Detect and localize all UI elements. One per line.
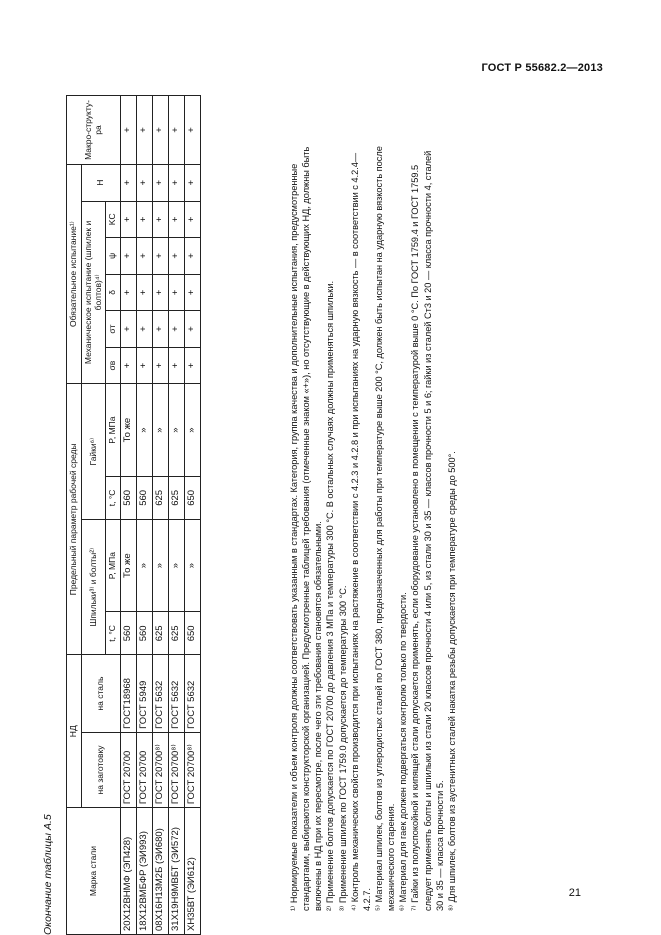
header-mandatory: Обязательное испытание¹⁾ bbox=[67, 164, 82, 383]
footnote-5: ⁵⁾ Материал шпилек, болтов из углеродистых сталей по ГОСТ 380, предназначенных для работы при температуре выше 200 °С, должен быть испытан на ударную вязкость после механического старения. bbox=[373, 146, 397, 911]
cell-sb: + bbox=[136, 347, 152, 384]
header-sb: σв bbox=[106, 347, 121, 384]
table-wrapper bbox=[66, 95, 201, 935]
cell-t1: 625 bbox=[168, 612, 184, 655]
header-p2: P, МПа bbox=[106, 384, 121, 477]
table-row bbox=[152, 96, 168, 935]
header-t1: t, °С bbox=[106, 612, 121, 655]
cell-h: + bbox=[136, 164, 152, 201]
cell-grade: 31Х19Н9МВБТ (ЭИ572) bbox=[168, 808, 184, 935]
table-body bbox=[121, 96, 201, 935]
cell-p2: » bbox=[168, 384, 184, 477]
table-row bbox=[136, 96, 152, 935]
cell-t2: 625 bbox=[168, 476, 184, 519]
page-number: 21 bbox=[568, 887, 581, 899]
cell-nd-steel: ГОСТ 5632 bbox=[184, 655, 200, 732]
cell-psi: + bbox=[121, 238, 137, 275]
cell-p1: » bbox=[168, 519, 184, 611]
cell-h: + bbox=[184, 164, 200, 201]
cell-macro: + bbox=[168, 96, 184, 165]
header-mech: Механическое испытание (шпилек и болтов)⁴⁾ bbox=[81, 201, 106, 384]
cell-p1: » bbox=[136, 519, 152, 611]
cell-sb: + bbox=[121, 347, 137, 384]
cell-s02: + bbox=[184, 311, 200, 348]
header-nuts: Гайки⁶⁾ bbox=[81, 384, 106, 520]
cell-d: + bbox=[152, 274, 168, 311]
cell-s02: + bbox=[121, 311, 137, 348]
footnotes bbox=[288, 145, 458, 935]
cell-t1: 625 bbox=[152, 612, 168, 655]
header-limit: Предельный параметр рабочей среды bbox=[67, 384, 82, 655]
cell-sb: + bbox=[152, 347, 168, 384]
cell-p2: То же bbox=[121, 384, 137, 477]
header-s02: σт bbox=[106, 311, 121, 348]
cell-h: + bbox=[152, 164, 168, 201]
cell-t2: 625 bbox=[152, 476, 168, 519]
cell-grade: 08Х16Н13М2Б (ЭИ680) bbox=[152, 808, 168, 935]
cell-s02: + bbox=[136, 311, 152, 348]
cell-macro: + bbox=[136, 96, 152, 165]
cell-t2: 650 bbox=[184, 476, 200, 519]
header-nd-steel: на сталь bbox=[81, 655, 120, 732]
cell-kc: + bbox=[168, 201, 184, 238]
footnote-7: ⁷⁾ Гайки из полуспокойной и кипящей стали допускается применять, если оборудование установлено в помещении с температурой выше 0 °С. По ГОСТ 1759.4 и ГОСТ 1759.5 следует применять болты и шпильки из стали 20 классов прочности 4 или 5, из стали 30 и 35 — классов прочности 5 и 6; гайки из сталей Ст3 и 20 — класса прочности 4, сталей 30 и 35 — класса прочности 5. bbox=[410, 150, 445, 911]
cell-psi: + bbox=[136, 238, 152, 275]
cell-sb: + bbox=[168, 347, 184, 384]
cell-p2: » bbox=[184, 384, 200, 477]
header-macro: Макро-структу-ра bbox=[67, 96, 121, 165]
header-steel-grade: Марка стали bbox=[67, 808, 121, 935]
cell-s02: + bbox=[168, 311, 184, 348]
footnote-2: ²⁾ Применение болтов допускается по ГОСТ 20700 до давления 3 МПа и температуры 300 °С. В остальных случаях должны применяться шпильки. bbox=[325, 280, 336, 911]
cell-p1: » bbox=[152, 519, 168, 611]
cell-d: + bbox=[184, 274, 200, 311]
header-h: Н bbox=[81, 164, 120, 201]
cell-t1: 650 bbox=[184, 612, 200, 655]
cell-macro: + bbox=[184, 96, 200, 165]
cell-nd-steel: ГОСТ18968 bbox=[121, 655, 137, 732]
cell-kc: + bbox=[136, 201, 152, 238]
cell-grade: 20Х12ВНМФ (ЭП428) bbox=[121, 808, 137, 935]
cell-h: + bbox=[168, 164, 184, 201]
cell-h: + bbox=[121, 164, 137, 201]
table-row bbox=[121, 96, 137, 935]
cell-nd-steel: ГОСТ 5632 bbox=[168, 655, 184, 732]
cell-psi: + bbox=[152, 238, 168, 275]
cell-nd-blank: ГОСТ 20700⁸⁾ bbox=[168, 732, 184, 807]
footnote-3: ³⁾ Применение шпилек по ГОСТ 1759.0 допускается до температуры 300 °С. bbox=[337, 585, 348, 911]
cell-grade: ХН35ВТ (ЭИ612) bbox=[184, 808, 200, 935]
cell-kc: + bbox=[121, 201, 137, 238]
cell-p1: » bbox=[184, 519, 200, 611]
cell-macro: + bbox=[152, 96, 168, 165]
header-t2: t, °С bbox=[106, 476, 121, 519]
cell-sb: + bbox=[184, 347, 200, 384]
header-studs: Шпильки³⁾ и болты²⁾ bbox=[81, 519, 106, 655]
header-kc: KС bbox=[106, 201, 121, 238]
footnote-4: ⁴⁾ Контроль механических свойств производится при испытаниях на растяжение в соответствии с 4.2.3 и 4.2.8 и при испытаниях на ударную вязкость — в соответствии с 4.2.4—4.2.7. bbox=[349, 152, 372, 911]
header-p1: P, МПа bbox=[106, 519, 121, 611]
header-delta: δ bbox=[106, 274, 121, 311]
cell-p2: » bbox=[152, 384, 168, 477]
footnote-6: ⁶⁾ Материал для гаек должен подвергаться контролю только по твердости. bbox=[398, 592, 409, 911]
cell-psi: + bbox=[168, 238, 184, 275]
cell-t1: 560 bbox=[121, 612, 137, 655]
header-psi: ψ bbox=[106, 238, 121, 275]
cell-p2: » bbox=[136, 384, 152, 477]
cell-kc: + bbox=[184, 201, 200, 238]
cell-t1: 560 bbox=[136, 612, 152, 655]
steel-table bbox=[66, 95, 201, 935]
cell-nd-steel: ГОСТ 5632 bbox=[152, 655, 168, 732]
header-nd-blank: на заготовку bbox=[81, 732, 120, 807]
table-row bbox=[168, 96, 184, 935]
cell-t2: 560 bbox=[136, 476, 152, 519]
footnote-8: ⁸⁾ Для шпилек, болтов из аустенитных сталей накатка резьбы допускается при температуре среды до 500°. bbox=[446, 451, 457, 911]
cell-d: + bbox=[168, 274, 184, 311]
cell-nd-blank: ГОСТ 20700⁸⁾ bbox=[152, 732, 168, 807]
cell-nd-blank: ГОСТ 20700⁸⁾ bbox=[184, 732, 200, 807]
cell-nd-steel: ГОСТ 5949 bbox=[136, 655, 152, 732]
footnote-1: ¹⁾ Нормируемые показатели и объем контроля должны соответствовать указанным в стандартах. Категория, группа качества и дополнительные испытания, предусмотренные стандартами, выбираются конструкторской организацией. Предусмотренные таблицей требования (отмеченные знаком «+»), но отсутствующие в действующих НД, должны быть включены в НД при их пересмотре, после чего эти требования становятся обязательными. bbox=[289, 146, 324, 911]
cell-psi: + bbox=[184, 238, 200, 275]
header-nd: НД bbox=[67, 655, 82, 808]
rotated-content bbox=[42, 75, 632, 935]
cell-nd-blank: ГОСТ 20700 bbox=[121, 732, 137, 807]
cell-p1: То же bbox=[121, 519, 137, 611]
cell-s02: + bbox=[152, 311, 168, 348]
table-row bbox=[184, 96, 200, 935]
table-caption: Окончание таблицы А.5 bbox=[42, 814, 54, 935]
cell-grade: 18Х12ВМБФР (ЭИ993) bbox=[136, 808, 152, 935]
cell-t2: 560 bbox=[121, 476, 137, 519]
document-header: ГОСТ Р 55682.2—2013 bbox=[481, 62, 603, 74]
cell-kc: + bbox=[152, 201, 168, 238]
cell-d: + bbox=[121, 274, 137, 311]
cell-d: + bbox=[136, 274, 152, 311]
cell-macro: + bbox=[121, 96, 137, 165]
cell-nd-blank: ГОСТ 20700 bbox=[136, 732, 152, 807]
